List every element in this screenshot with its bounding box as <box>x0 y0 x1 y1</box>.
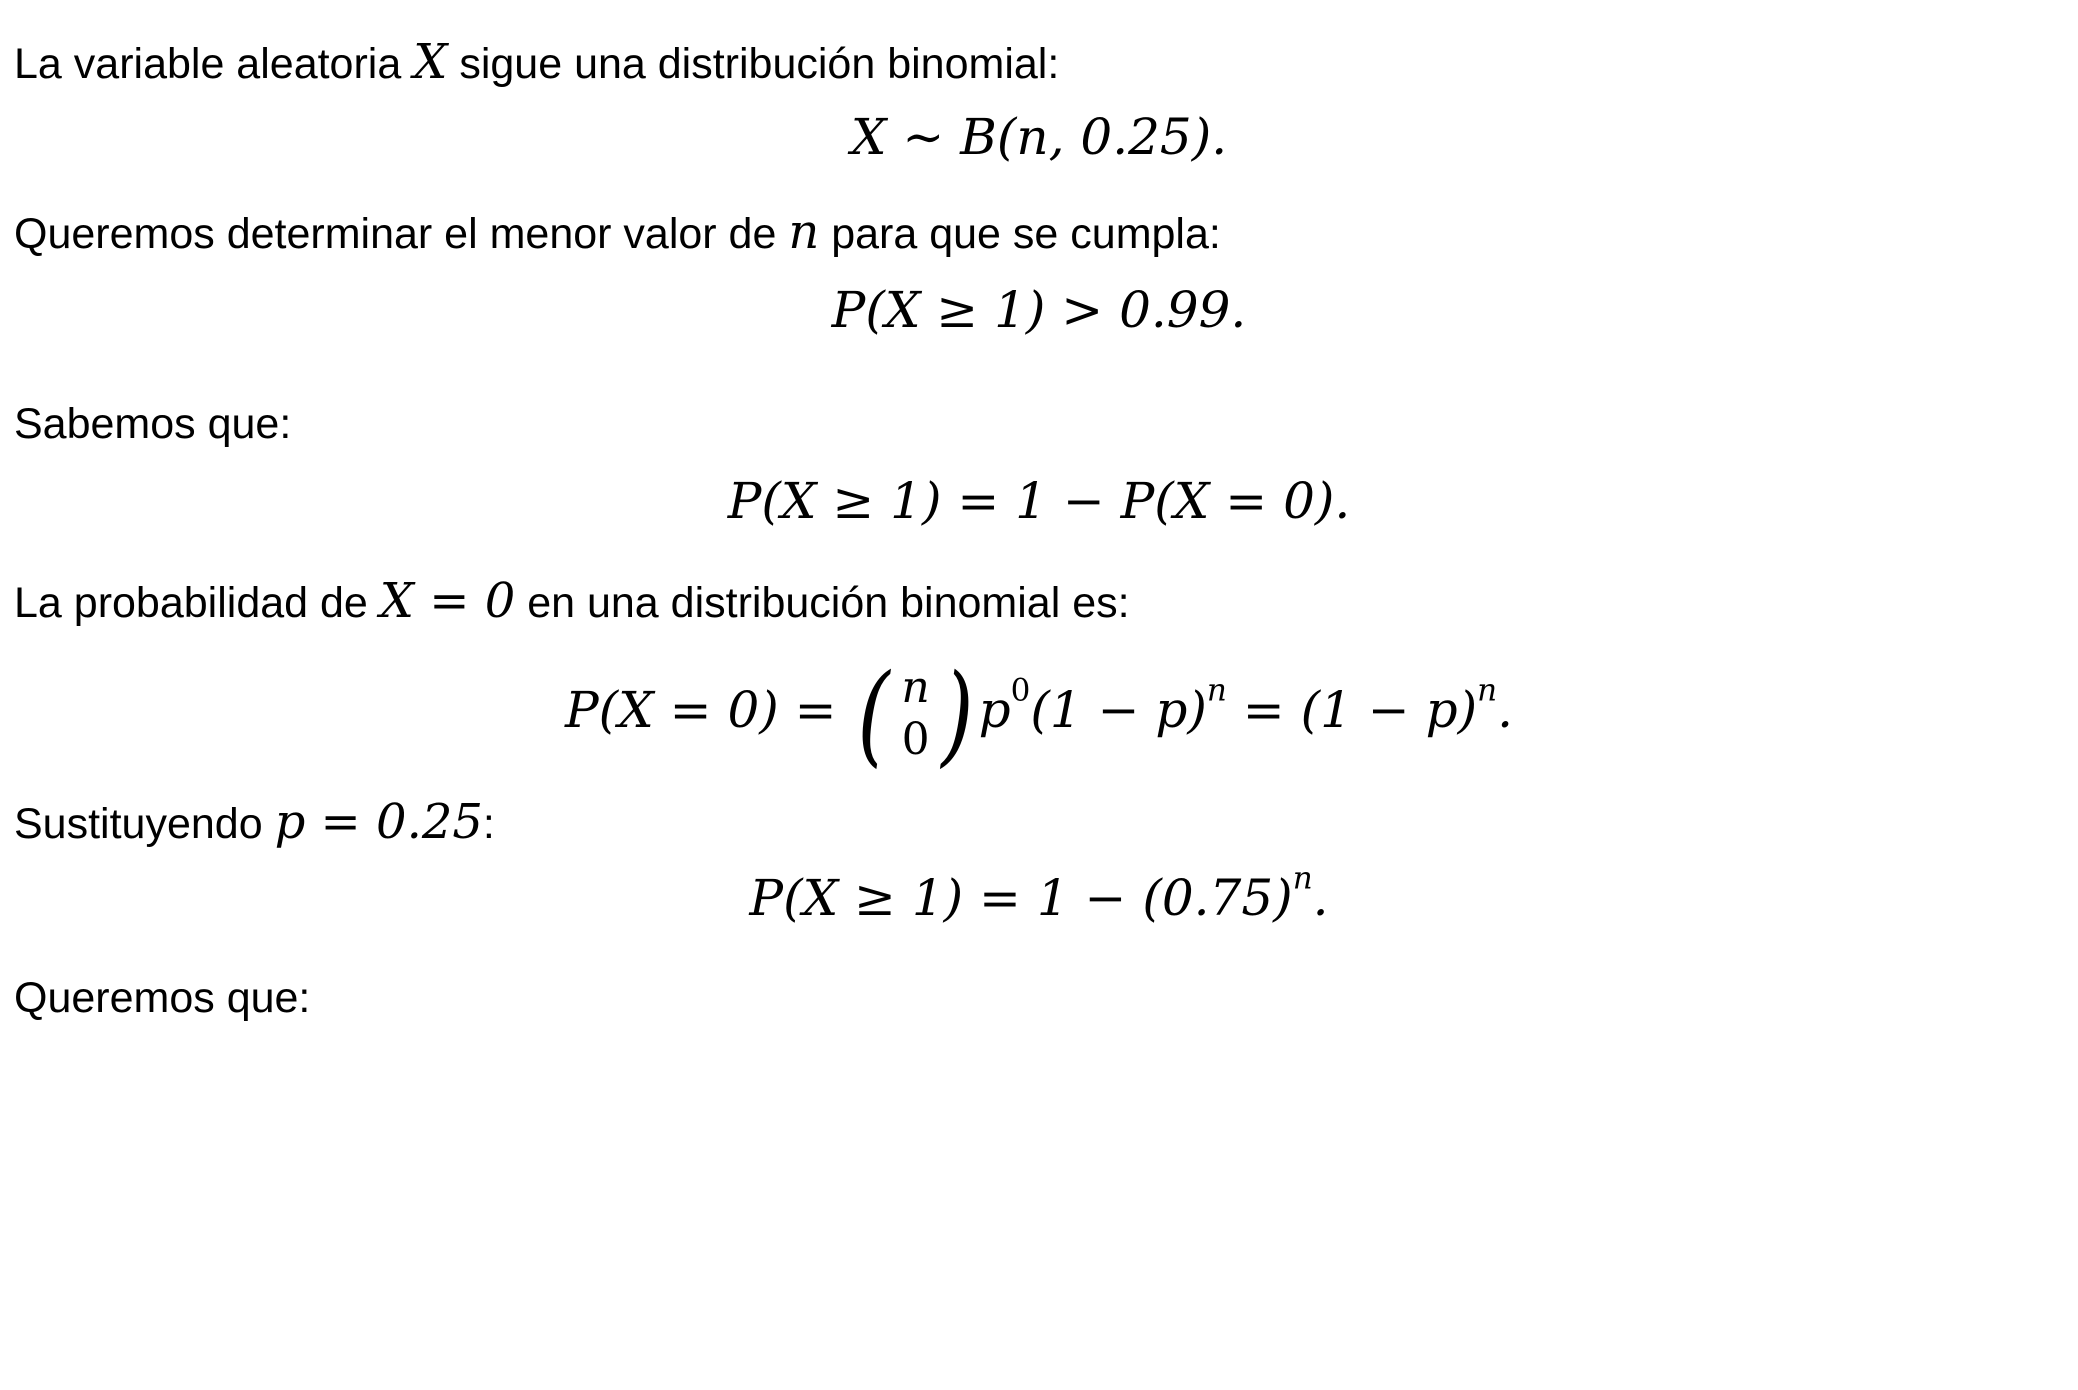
binomial-result: = (1 − p) <box>1226 681 1478 739</box>
want-text: Queremos que: <box>14 974 311 1022</box>
binomial-end: . <box>1497 681 1513 739</box>
binomial-factor: (1 − p) <box>1030 681 1207 739</box>
binomial-exp-zero: 0 <box>1010 672 1031 709</box>
goal-text-before: Queremos determinar el menor valor de <box>14 210 789 258</box>
paragraph-intro <box>14 34 1059 92</box>
equation-binomial-zero <box>0 640 2078 780</box>
paragraph-known <box>14 396 291 452</box>
known-text: Sabemos que: <box>14 400 292 448</box>
substitution-text-after: : <box>482 800 495 848</box>
binomial-bottom: 0 <box>901 714 930 765</box>
probability-text-before: La probabilidad de <box>14 579 380 627</box>
intro-text-after: sigue una distribución binomial: <box>447 40 1060 88</box>
variable-n: n <box>788 204 820 260</box>
intro-text-before: La variable aleatoria <box>14 40 414 88</box>
equation-condition <box>0 275 2078 345</box>
binomial-base-p: p <box>978 681 1011 739</box>
math-x-equals-zero: X = 0 <box>379 573 516 629</box>
right-paren: ) <box>941 650 974 778</box>
binomial-top: n <box>901 662 930 713</box>
probability-text-after: en una distribución binomial es: <box>515 579 1130 627</box>
variable-x: X <box>413 34 448 90</box>
goal-text-after: para que se cumpla: <box>819 210 1221 258</box>
binomial-result-exp: n <box>1477 672 1498 709</box>
equation-result-exp: n <box>1292 860 1313 897</box>
paragraph-probability <box>14 573 1130 631</box>
equation-result-end: . <box>1312 869 1329 927</box>
substitution-text-before: Sustituyendo <box>14 800 275 848</box>
equation-condition-text: P(X ≥ 1) > 0.99. <box>831 281 1247 339</box>
binomial-coefficient <box>852 650 978 778</box>
binomial-exp-n: n <box>1206 672 1227 709</box>
equation-result-main: P(X ≥ 1) = 1 − (0.75) <box>749 869 1293 927</box>
equation-result <box>0 860 2078 933</box>
paragraph-goal <box>14 204 1221 262</box>
binomial-lhs: P(X = 0) = <box>565 681 837 739</box>
equation-complement <box>0 466 2078 536</box>
equation-result-content <box>749 860 1329 933</box>
equation-complement-text: P(X ≥ 1) = 1 − P(X = 0). <box>727 472 1351 530</box>
paragraph-want <box>14 970 310 1026</box>
binomial-stack <box>895 662 935 766</box>
math-p-value: p = 0.25 <box>274 794 483 850</box>
equation-binomial-zero-content <box>565 640 1513 780</box>
equation-distribution <box>0 102 2078 172</box>
paragraph-substitution <box>14 794 495 852</box>
equation-distribution-text: X ∼ B(n, 0.25). <box>850 108 1228 166</box>
left-paren: ( <box>857 650 891 778</box>
